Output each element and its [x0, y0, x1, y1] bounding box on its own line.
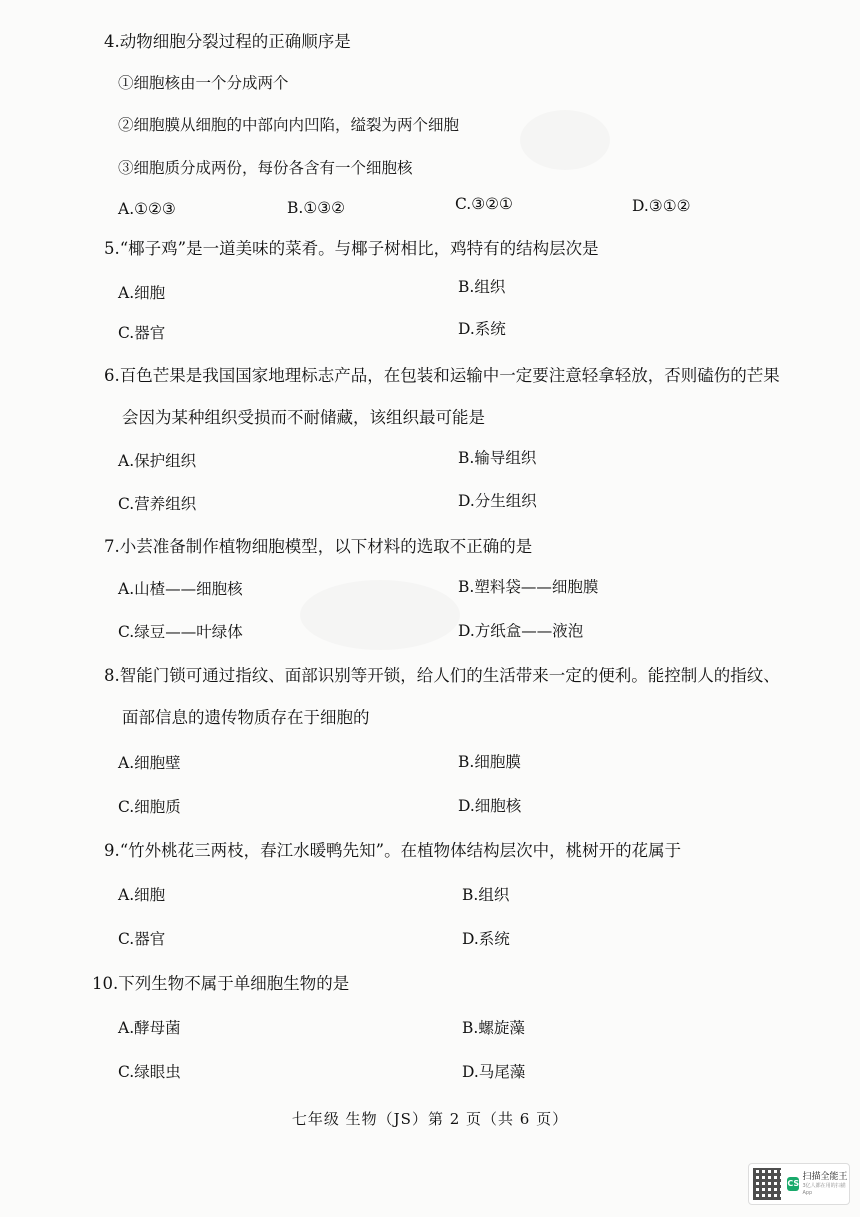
question-4-statement-2: ②细胞膜从细胞的中部向内凹陷，缢裂为两个细胞	[118, 116, 460, 134]
question-5-stem: 5.“椰子鸡”是一道美味的菜肴。与椰子树相比，鸡特有的结构层次是	[104, 239, 599, 258]
question-4-stem: 4.动物细胞分裂过程的正确顺序是	[104, 32, 351, 51]
qr-code-icon	[753, 1168, 781, 1200]
question-8-option-a: A.细胞壁	[118, 754, 181, 772]
question-8-stem: 8.智能门锁可通过指纹、面部识别等开锁，给人们的生活带来一定的便利。能控制人的指纹、	[104, 666, 780, 685]
scan-smudge	[300, 580, 460, 650]
watermark-text	[802, 1172, 849, 1197]
question-5-option-b: B.组织	[458, 278, 506, 296]
question-10-option-b: B.螺旋藻	[462, 1019, 525, 1037]
question-8-option-c: C.细胞质	[118, 798, 181, 816]
question-4-option-a: A.①②③	[118, 200, 176, 218]
question-8-stem-continued: 面部信息的遗传物质存在于细胞的	[122, 708, 370, 727]
question-4-option-b: B.①③②	[287, 199, 346, 217]
question-9-option-d: D.系统	[462, 930, 510, 948]
question-4-option-d: D.③①②	[632, 197, 691, 215]
question-10-option-d: D.马尾藻	[462, 1063, 526, 1081]
question-7-option-a: A.山楂——细胞核	[118, 580, 243, 598]
question-10-option-c: C.绿眼虫	[118, 1063, 181, 1081]
question-7-option-d: D.方纸盒——液泡	[458, 622, 584, 640]
question-9-option-b: B.组织	[462, 886, 510, 904]
question-4-statement-3: ③细胞质分成两份，每份各含有一个细胞核	[118, 159, 413, 177]
question-6-option-c: C.营养组织	[118, 495, 197, 513]
question-5-option-c: C.器官	[118, 324, 166, 342]
question-4-option-c: C.③②①	[455, 195, 513, 213]
question-6-option-b: B.输导组织	[458, 449, 537, 467]
question-7-option-c: C.绿豆——叶绿体	[118, 623, 243, 641]
question-9-option-c: C.器官	[118, 930, 166, 948]
question-10-option-a: A.酵母菌	[118, 1019, 181, 1037]
scan-smudge	[520, 110, 610, 170]
question-8-option-d: D.细胞核	[458, 797, 522, 815]
question-6-stem: 6.百色芒果是我国国家地理标志产品，在包装和运输中一定要注意轻拿轻放，否则磕伤的芒果	[104, 366, 780, 385]
question-6-option-a: A.保护组织	[118, 452, 197, 470]
question-5-option-d: D.系统	[458, 320, 506, 338]
question-5-option-a: A.细胞	[118, 284, 166, 302]
page-footer: 七年级 生物（JS）第 2 页（共 6 页）	[291, 1110, 569, 1128]
scanner-watermark	[748, 1163, 850, 1205]
question-9-stem: 9.“竹外桃花三两枝，春江水暖鸭先知”。在植物体结构层次中，桃树开的花属于	[104, 841, 682, 860]
question-10-stem: 10.下列生物不属于单细胞生物的是	[92, 974, 350, 993]
question-7-option-b: B.塑料袋——细胞膜	[458, 578, 599, 596]
watermark-subtitle: 3亿人都在用的扫描App	[802, 1182, 846, 1196]
camscanner-logo-icon: CS	[787, 1177, 799, 1191]
question-6-option-d: D.分生组织	[458, 492, 537, 510]
question-4-statement-1: ①细胞核由一个分成两个	[118, 74, 289, 92]
question-7-stem: 7.小芸准备制作植物细胞模型，以下材料的选取不正确的是	[104, 537, 533, 556]
question-9-option-a: A.细胞	[118, 886, 166, 904]
question-8-option-b: B.细胞膜	[458, 753, 521, 771]
question-6-stem-continued: 会因为某种组织受损而不耐储藏，该组织最可能是	[122, 408, 485, 427]
watermark-title: 扫描全能王	[802, 1171, 848, 1182]
